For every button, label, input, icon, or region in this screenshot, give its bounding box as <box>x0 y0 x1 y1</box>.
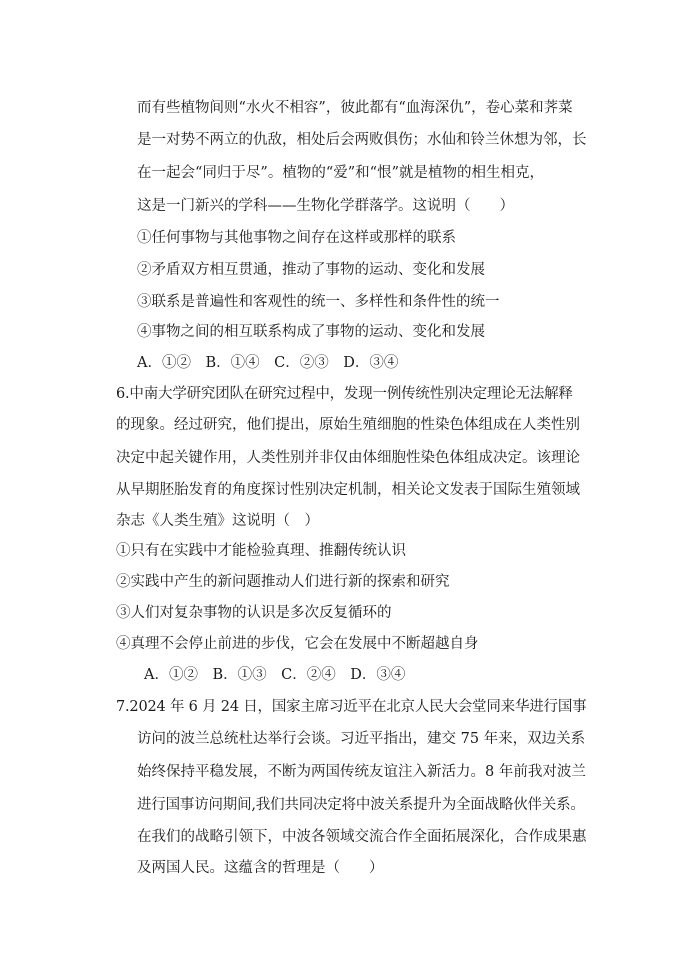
q7-stem-line-5: 在我们的战略引领下，中波各领域交流合作全面拓展深化，合作成果惠 <box>137 829 587 845</box>
q6-stem-line-4: 从早期胚胎发育的角度探讨性别决定机制，相关论文发表于国际生殖领域 <box>116 482 580 498</box>
q5-stem-line-3: 在一起会“同归于尽”。植物的“爱”和“恨”就是植物的相生相克， <box>137 165 544 181</box>
q6-stem-line-3: 决定中起关键作用，人类性别并非仅由体细胞性染色体组成决定。该理论 <box>116 450 580 466</box>
q5-stem-line-1: 而有些植物间则“水火不相容”，彼此都有“血海深仇”，卷心菜和荠菜 <box>137 100 573 116</box>
q6-item-3: ③人们对复杂事物的认识是多次反复循环的 <box>116 605 392 621</box>
q5-stem-line-4: 这是一门新兴的学科——生物化学群落学。这说明（ ） <box>137 198 514 214</box>
q6-item-1: ①只有在实践中才能检验真理、推翻传统认识 <box>116 543 406 559</box>
q7-stem-line-4: 进行国事访问期间,我们共同决定将中波关系提升为全面战略伙伴关系。 <box>137 797 585 813</box>
q6-item-4: ④真理不会停止前进的步伐，它会在发展中不断超越自身 <box>116 636 479 652</box>
q5-item-2: ②矛盾双方相互贯通，推动了事物的运动、变化和发展 <box>137 262 485 278</box>
q7-stem-line-3: 始终保持平稳发展，不断为两国传统友谊注入新活力。8 年前我对波兰 <box>137 764 586 780</box>
q6-options: A．①② B．①③ C．②④ D．③④ <box>144 667 406 683</box>
q6-stem-line-5: 杂志《人类生殖》这说明（ ） <box>116 513 319 529</box>
q7-stem-line-1: 7.2024 年 6 月 24 日，国家主席习近平在北京人民大会堂同来华进行国事 <box>116 699 587 715</box>
q5-item-3: ③联系是普遍性和客观性的统一、多样性和条件性的统一 <box>137 294 500 310</box>
q7-stem-line-2: 访问的波兰总统杜达举行会谈。习近平指出，建交 75 年来，双边关系 <box>137 731 586 747</box>
q7-stem-line-6: 及两国人民。这蕴含的哲理是（ ） <box>137 860 384 876</box>
q5-item-4: ④事物之间的相互联系构成了事物的运动、变化和发展 <box>137 324 485 340</box>
q5-stem-line-2: 是一对势不两立的仇敌，相处后会两败俱伤；水仙和铃兰休想为邻，长 <box>137 132 587 148</box>
q6-item-2: ②实践中产生的新问题推动人们进行新的探索和研究 <box>116 574 450 590</box>
q6-stem-line-2: 的现象。经过研究，他们提出，原始生殖细胞的性染色体组成在人类性别 <box>116 417 580 433</box>
q6-stem-line-1: 6.中南大学研究团队在研究过程中，发现一例传统性别决定理论无法解释 <box>116 386 573 402</box>
q5-options: A．①② B．①④ C．②③ D．③④ <box>137 355 399 371</box>
q5-item-1: ①任何事物与其他事物之间存在这样或那样的联系 <box>137 230 456 246</box>
